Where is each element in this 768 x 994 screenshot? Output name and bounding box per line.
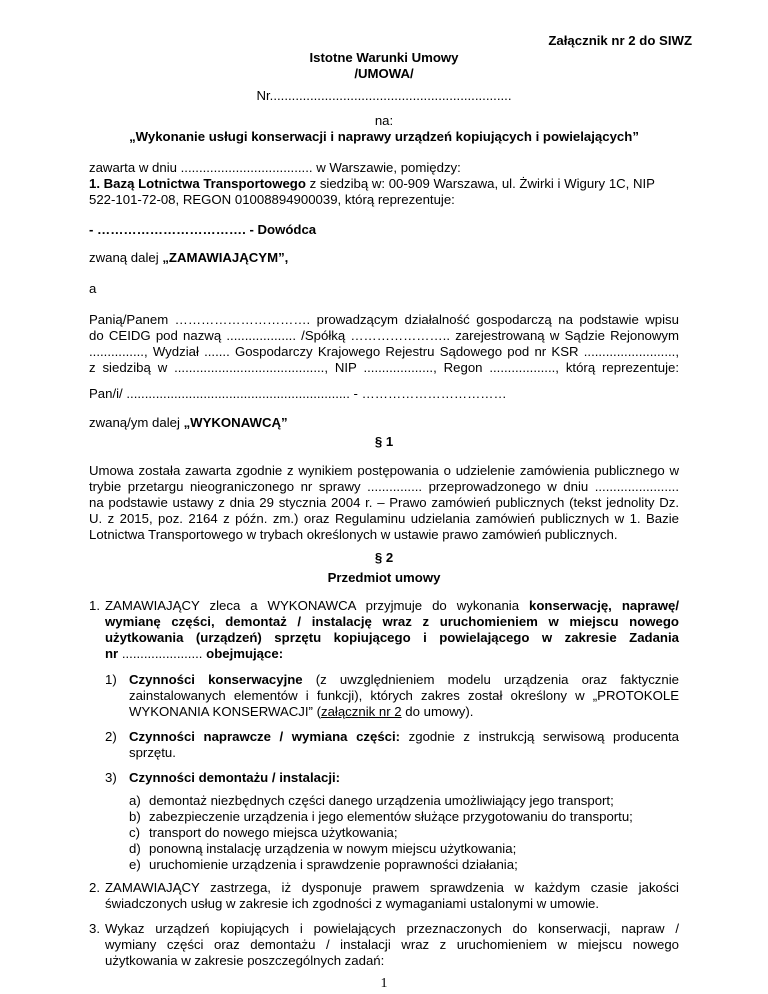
section-2-subheading: Przedmiot umowy xyxy=(327,570,441,585)
party2-line1: Panią/Panem …………………………. prowadzącym działalność gospodarczą na podstawie wpisu xyxy=(89,312,679,327)
called-orderer xyxy=(89,250,288,266)
sub-3-item-a: demontaż niezbędnych części danego urządzenia umożliwiający jego transport; xyxy=(149,793,614,808)
item-1-line1-text: ZAMAWIAJĄCY zleca a WYKONAWCA przyjmuje do wykonania xyxy=(105,598,530,613)
item-3-line3: użytkowania w zakresie poszczególnych zadań: xyxy=(105,953,385,968)
and-word: a xyxy=(89,281,97,296)
party2-line4: z siedzibą w ........................................., NIP ..................., Regon .................., którą reprezentuje: xyxy=(89,360,679,375)
item-3-line2: wymiany części oraz demontażu / instalacji wraz z uruchomieniem w miejscu nowego xyxy=(105,937,679,952)
subject-intro: na: xyxy=(374,113,394,128)
item-1-covering: obejmujące: xyxy=(202,646,284,661)
sub-1-l3a: WYKONANIA KONSERWACJI” ( xyxy=(129,704,321,719)
section-2-heading: § 2 xyxy=(374,550,394,565)
party1-line1 xyxy=(89,176,655,192)
sub-1-line1 xyxy=(129,672,679,688)
sub-3-item-d: ponowną instalację urządzenia w nowym miejscu użytkowania; xyxy=(149,841,517,856)
section-1-line2: trybie przetargu nieograniczonego nr sprawy ............... przeprowadzonego w dniu ....................... xyxy=(89,479,679,494)
sub-3-heading: Czynności demontażu / instalacji: xyxy=(129,770,341,785)
sub-3-item-c: transport do nowego miejsca użytkowania; xyxy=(149,825,398,840)
sub-1-number: 1) xyxy=(105,672,117,687)
party1-line2: 522-101-72-08, REGON 01008894900039, którą reprezentuje: xyxy=(89,192,455,207)
section-1-line4: U. z 2015, poz. 2164 z późn. zm.) oraz Regulaminu udzielania zamówień publicznych w 1. Bazie xyxy=(89,511,679,526)
sub-1-rest: (z uwzględnieniem modelu urządzenia oraz faktycznie xyxy=(302,672,679,687)
item-1-nr-dots: ...................... xyxy=(121,646,203,661)
item-3-line1: Wykaz urządzeń kopiujących i powielających przeznaczonych do konserwacji, napraw / xyxy=(105,921,679,936)
called2-prefix: zwaną/ym dalej xyxy=(89,415,184,430)
item-1-line1-bold: konserwację, naprawę/ xyxy=(529,598,679,613)
title-line-1: Istotne Warunki Umowy xyxy=(309,50,459,65)
item-2-line2: świadczonych usług w zakresie ich zgodności z wymaganiami ustalonymi w umowie. xyxy=(105,896,600,911)
sub-2-bold: Czynności naprawcze / wymiana części: xyxy=(129,729,401,744)
item-1-line2: wymianę części, demontaż / instalację wraz z uruchomieniem w miejscu nowego xyxy=(105,614,679,629)
item-1-line1 xyxy=(105,598,679,614)
contract-number: Nr.................................................................. xyxy=(256,88,512,103)
commander-line: - ……………………………. - Dowódca xyxy=(89,222,317,237)
concluded-line: zawarta w dniu .................................... w Warszawie, pomiędzy: xyxy=(89,160,461,175)
party1-name: 1. Bazą Lotnictwa Transportowego xyxy=(89,176,306,191)
called-contractor xyxy=(89,415,288,431)
sub-3-item-d-letter: d) xyxy=(129,841,141,856)
section-1-line1: Umowa została zawarta zgodnie z wynikiem postępowania o udzielenie zamówienia publicznego w xyxy=(89,463,679,478)
subject-title: „Wykonanie usługi konserwacji i naprawy urządzeń kopiujących i powielających” xyxy=(129,129,639,144)
sub-1-line3 xyxy=(129,704,473,720)
sub-2-line2: sprzętu. xyxy=(129,745,176,760)
sub-3-item-c-letter: c) xyxy=(129,825,140,840)
sub-3-number: 3) xyxy=(105,770,117,785)
attachment-label: Załącznik nr 2 do SIWZ xyxy=(548,33,692,48)
item-1-line4 xyxy=(105,646,283,662)
sub-3-item-e: uruchomienie urządzenia i sprawdzenie poprawności działania; xyxy=(149,857,518,872)
called-prefix: zwaną dalej xyxy=(89,250,163,265)
section-1-heading: § 1 xyxy=(374,434,394,449)
party2-line2: do CEIDG pod nazwą ................... /Spółką ………………….. zarejestrowaną w Sądzie Rejonowym xyxy=(89,328,679,343)
sub-3-item-e-letter: e) xyxy=(129,857,141,872)
representative-line: Pan/i/ ............................................................. - …………………………… xyxy=(89,386,507,401)
sub-2-line1 xyxy=(129,729,679,745)
sub-1-l3b: do umowy). xyxy=(401,704,474,719)
party1-address: z siedzibą w: 00-909 Warszawa, ul. Żwirki i Wigury 1C, NIP xyxy=(305,176,655,191)
title-line-2: /UMOWA/ xyxy=(354,66,414,81)
contractor-name: „WYKONAWCĄ” xyxy=(183,415,288,430)
item-3-number: 3. xyxy=(89,921,100,936)
section-1-line3: na podstawie ustawy z dnia 29 stycznia 2004 r. – Prawo zamówień publicznych (tekst jednolity Dz. xyxy=(89,495,679,510)
sub-1-bold: Czynności konserwacyjne xyxy=(129,672,303,687)
sub-2-rest: zgodnie z instrukcją serwisową producenta xyxy=(400,729,679,744)
item-1-number: 1. xyxy=(89,598,100,613)
item-1-nr: nr xyxy=(105,646,122,661)
party2-line3: ..............., Wydział ....... Gospodarczy Krajowego Rejestru Sądowego pod nr KSR ........................., xyxy=(89,344,679,359)
item-2-line1: ZAMAWIAJĄCY zastrzega, iż dysponuje prawem sprawdzenia w każdym czasie jakości xyxy=(105,880,679,895)
item-2-number: 2. xyxy=(89,880,100,895)
sub-2-number: 2) xyxy=(105,729,117,744)
sub-3-item-b: zabezpieczenie urządzenia i jego elementów służące przygotowaniu do transportu; xyxy=(149,809,633,824)
sub-1-line2: zainstalowanych elementów i funkcji), których zakres został określony w „PROTOKOLE xyxy=(129,688,679,703)
item-1-line3: użytkowania (urządzeń) sprzętu kopiującego i powielającego w zakresie Zadania xyxy=(105,630,679,645)
orderer-name: „ZAMAWIAJĄCYM”, xyxy=(162,250,289,265)
section-1-line5: Lotnictwa Transportowego w trybach określonych w ustawie prawo zamówień publicznych. xyxy=(89,527,618,542)
attachment-2-link: załącznik nr 2 xyxy=(320,704,402,719)
sub-3-item-a-letter: a) xyxy=(129,793,141,808)
page-number: 1 xyxy=(380,976,388,991)
sub-3-item-b-letter: b) xyxy=(129,809,141,824)
